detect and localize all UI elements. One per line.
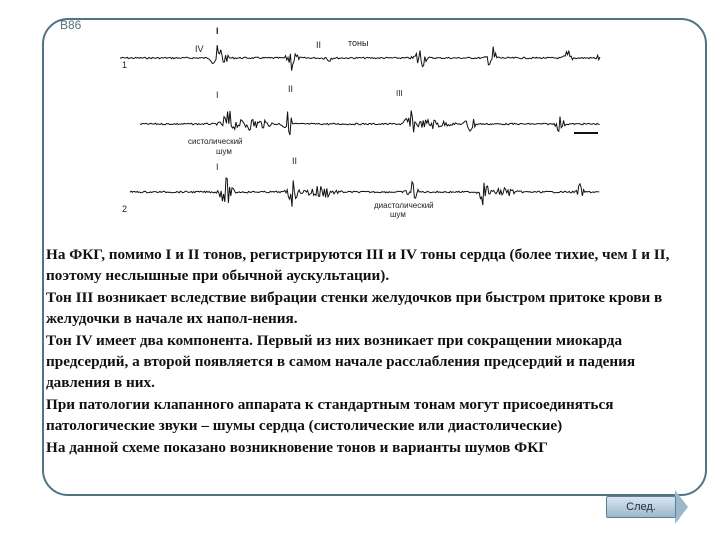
trace3-label-ii: II [292, 156, 298, 166]
paragraph-4: При патологии клапанного аппарата к стандартным тонам могут присоединяться патологические звуки – шумы сердца (систолические или диастолические) [46, 395, 614, 435]
explanation-text [46, 244, 676, 458]
next-button[interactable]: След. [606, 496, 676, 518]
trace2-label-i: I [216, 90, 219, 100]
trace3-caption-line1: диастолический [374, 201, 434, 210]
separator-mark [574, 132, 598, 134]
paragraph-5: На данной схеме показано возникновение тонов и варианты шумов ФКГ [46, 438, 548, 456]
trace1-label-tones: тоны [348, 38, 369, 48]
trace3-label-i: I [216, 162, 219, 172]
paragraph-3: Тон IV имеет два компонента. Первый из них возникает при сокращении миокарда предсердий, а второй появляется в самом начале расслабления предсердий и падения давления в них. [46, 331, 636, 392]
trace2-label-iii: III [396, 89, 403, 98]
trace3-caption-line2: шум [390, 210, 406, 219]
trace2-caption-line1: систолический [188, 137, 243, 146]
pcg-figure [120, 22, 610, 222]
paragraph-1: На ФКГ, помимо I и II тонов, регистрируются III и IV тоны сердца (более тихие, чем I и II, поэтому неслышные при обычной аускультации). [46, 246, 670, 285]
slide-number: В86 [60, 18, 82, 32]
trace1-waveform [120, 45, 600, 70]
trace3-row-number: 2 [122, 204, 128, 214]
paragraph-2: Тон III возникает вследствие вибрации стенки желудочков при быстром притоке крови в желудочки в начале их напол-нения. [46, 288, 663, 328]
next-arrow-icon[interactable] [675, 490, 688, 524]
trace1-label-i: I [216, 26, 219, 36]
trace1-label-ii: II [316, 40, 322, 50]
trace2-caption-line2: шум [216, 147, 232, 156]
trace1-label-iv: IV [195, 44, 204, 54]
trace1-row-number: 1 [122, 60, 128, 70]
pcg-traces [120, 22, 610, 222]
trace3-waveform [130, 178, 599, 207]
trace2-label-ii: II [288, 84, 294, 94]
trace2-waveform [140, 111, 600, 136]
